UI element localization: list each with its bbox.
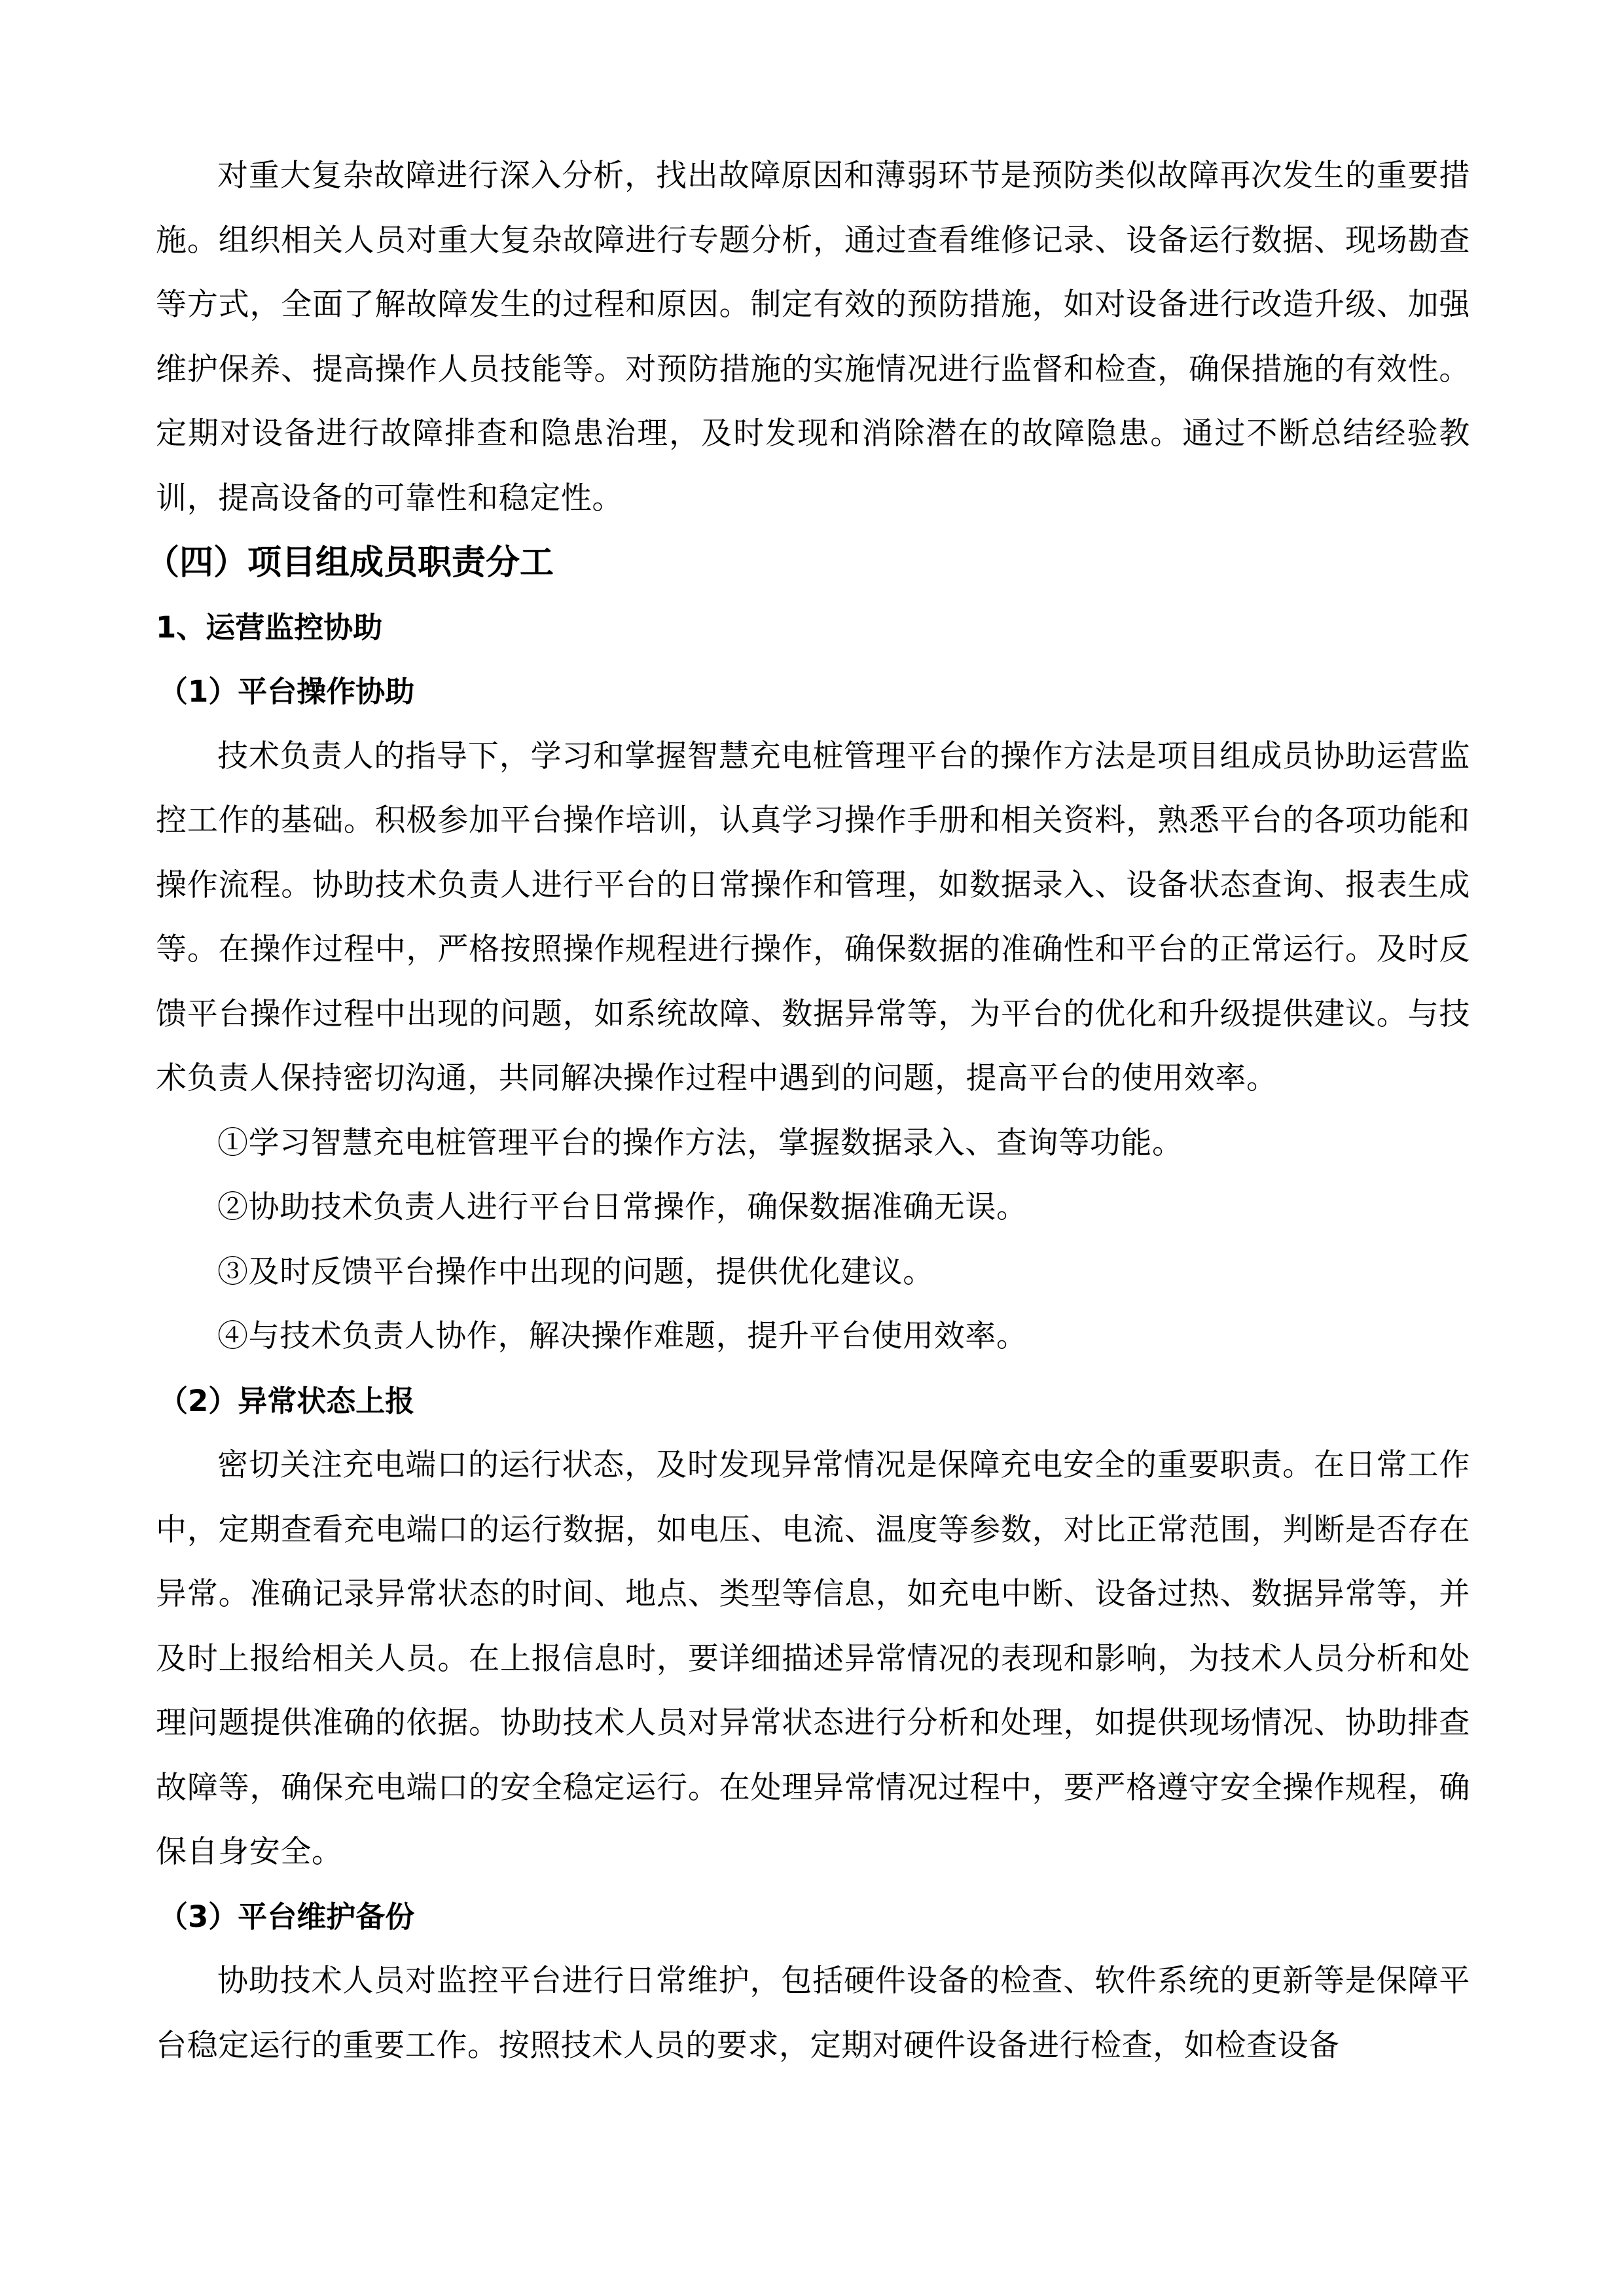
platform-operation-heading: （1）平台操作协助 — [158, 674, 415, 709]
platform-operation-paragraph: 技术负责人的指导下，学习和掌握智慧充电桩管理平台的操作方法是项目组成员协助运营监控工作的基础。积极参加平台操作培训，认真学习操作手册和相关资料，熟悉平台的各项功能和操作流程。协助技术负责人进行平台的日常操作和管理，如数据录入、设备状态查询、报表生成等。在操作过程中，严格按照操作规程进行操作，确保数据的准确性和平台的正常运行。及时反馈平台操作过程中出现的问题，如系统故障、数据异常等，为平台的优化和升级提供建议。与技术负责人保持密切沟通，共同解决操作过程中遇到的问题，提高平台的使用效率。 — [156, 738, 1470, 1096]
section-heading: （四）项目组成员职责分工 — [145, 543, 554, 583]
abnormal-report-paragraph: 密切关注充电端口的运行状态，及时发现异常情况是保障充电安全的重要职责。在日常工作中，定期查看充电端口的运行数据，如电压、电流、温度等参数，对比正常范围，判断是否存在异常。准确记录异常状态的时间、地点、类型等信息，如充电中断、设备过热、数据异常等，并及时上报给相关人员。在上报信息时，要详细描述异常情况的表现和影响，为技术人员分析和处理问题提供准确的依据。协助技术人员对异常状态进行分析和处理，如提供现场情况、协助排查故障等，确保充电端口的安全稳定运行。在处理异常情况过程中，要严格遵守安全操作规程，确保自身安全。 — [156, 1447, 1470, 1870]
platform-maintenance-heading: （3）平台维护备份 — [158, 1899, 415, 1934]
intro-paragraph: 对重大复杂故障进行深入分析，找出故障原因和薄弱环节是预防类似故障再次发生的重要措施。组织相关人员对重大复杂故障进行专题分析，通过查看维修记录、设备运行数据、现场勘查等方式，全面了解故障发生的过程和原因。制定有效的预防措施，如对设备进行改造升级、加强维护保养、提高操作人员技能等。对预防措施的实施情况进行监督和检查，确保措施的有效性。定期对设备进行故障排查和隐患治理，及时发现和消除潜在的故障隐患。通过不断总结经验教训，提高设备的可靠性和稳定性。 — [156, 158, 1470, 516]
list-item: ②协助技术负责人进行平台日常操作，确保数据准确无误。 — [217, 1189, 1028, 1225]
abnormal-report-heading: （2）异常状态上报 — [158, 1383, 415, 1418]
subsection-heading: 1、运营监控协助 — [156, 609, 383, 645]
document-body — [145, 144, 1470, 2078]
list-item: ③及时反馈平台操作中出现的问题，提供优化建议。 — [217, 1253, 934, 1290]
list-item: ①学习智慧充电桩管理平台的操作方法，掌握数据录入、查询等功能。 — [217, 1124, 1183, 1161]
platform-maintenance-paragraph: 协助技术人员对监控平台进行日常维护，包括硬件设备的检查、软件系统的更新等是保障平台稳定运行的重要工作。按照技术人员的要求，定期对硬件设备进行检查，如检查设备 — [156, 1963, 1470, 2064]
list-item: ④与技术负责人协作，解决操作难题，提升平台使用效率。 — [217, 1318, 1028, 1354]
